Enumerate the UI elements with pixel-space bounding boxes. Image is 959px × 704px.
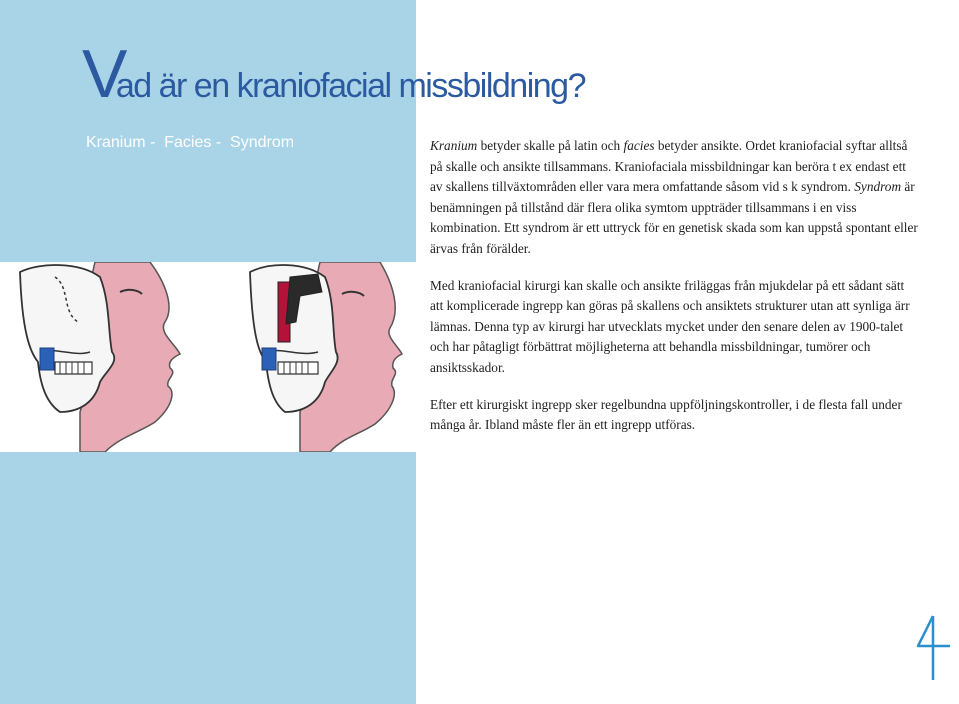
paragraph-3: Efter ett kirurgiskt ingrepp sker regelbundna uppföljningskontroller, i de flesta fall under många år. Ibland måste fler än ett ingrepp utföras.	[430, 396, 902, 433]
p1-text-3: är benämningen på tillstånd där flera olika symtom uppträder tillsammans i en viss kombination. Ett syndrom är ett uttryck för en genetisk skada som kan uppstå spontant eller ärvas från förälder.	[430, 179, 918, 256]
title-rest: ad är en kraniofacial missbildning?	[115, 67, 585, 105]
body-text	[430, 136, 920, 452]
anchor-cross-logo	[910, 612, 956, 684]
p1-text-1: betyder skalle på latin och	[477, 138, 624, 153]
subtitle: Kranium - Facies - Syndrom	[86, 134, 295, 151]
p1-text-2: betyder ansikte. Ordet kraniofacial syftar alltså på skalle och ansikte tillsammans. Kraniofaciala missbildningar kan beröra t ex endast ett av skallens tillväxtområden eller vara mera omfattande såsom vid s k syndrom.	[430, 138, 908, 195]
title-initial: V	[82, 36, 126, 112]
term-syndrom: Syndrom	[854, 179, 902, 195]
paragraph-2: Med kraniofacial kirurgi kan skalle och ansikte friläggas från mjukdelar på ett sådant sätt att komplicerade ingrepp kan göras på skallens och ansiktets strukturer utan att synliga ärr lämnas. Denna typ av kirurgi har utvecklats mycket under den senare delen av 1900-talet och har påtagligt förbättrat möjligheterna att behandla missbildningar, tumörer och ansiktsskador.	[430, 277, 910, 375]
page-title	[82, 36, 595, 112]
term-kranium: Kranium	[430, 138, 478, 153]
term-facies: facies	[623, 138, 655, 153]
skull-profile-illustration	[0, 262, 416, 452]
paragraph-1	[430, 136, 920, 260]
